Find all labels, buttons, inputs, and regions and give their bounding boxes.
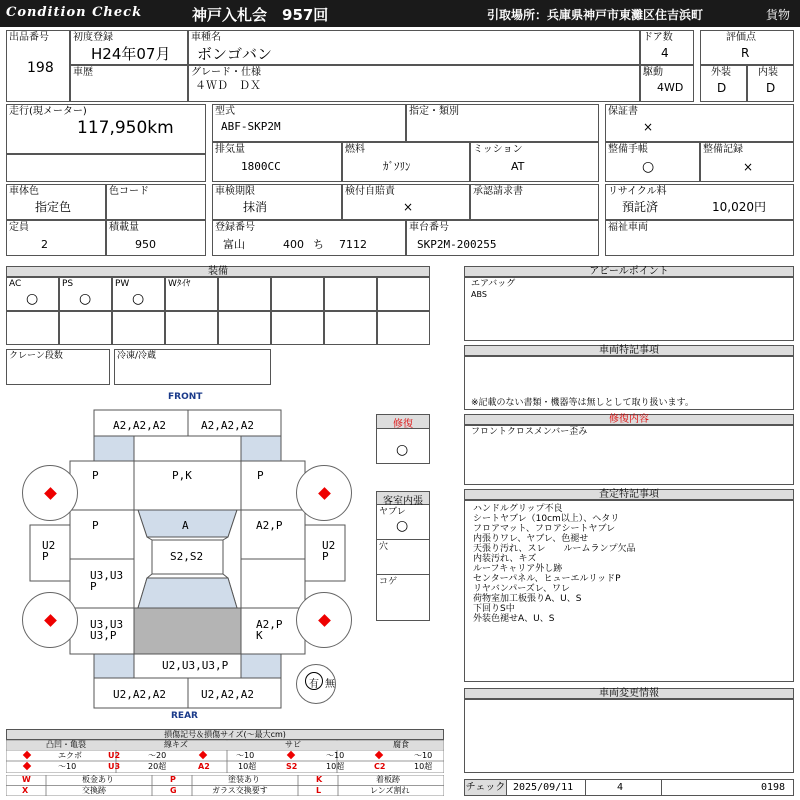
- fuel-box: [342, 142, 470, 182]
- notes-box: [464, 356, 794, 410]
- appeal-line: エアバッグ: [471, 279, 516, 289]
- chassis-value: SKP2M-200255: [417, 238, 497, 251]
- panel-door-front-right: [241, 510, 305, 559]
- welfare-box: [605, 220, 794, 256]
- interior-box: [747, 65, 794, 102]
- change-box: [464, 699, 794, 773]
- insurance-label: 検付自賠責: [345, 186, 395, 197]
- code-key: G: [170, 786, 177, 795]
- capacity-value: 2: [41, 238, 48, 251]
- check-lot: 0198: [761, 782, 786, 793]
- damage-fender-right: P: [257, 469, 264, 482]
- mileage-value: 117,950km: [77, 118, 174, 138]
- recycle-fee: 10,020円: [712, 200, 766, 214]
- fuel-label: 燃料: [345, 144, 365, 155]
- equip-mark-ps: ○: [79, 291, 92, 307]
- legend-size: 〜10: [236, 751, 255, 760]
- approval-box: [470, 184, 599, 220]
- score-label: 評価点: [726, 32, 756, 43]
- equip-mark-pw: ○: [132, 291, 145, 307]
- load-label: 積載量: [109, 222, 139, 233]
- equip-cell: [271, 277, 324, 311]
- inspect-line: 天張り汚れ、スレ ルームランプ欠品: [473, 544, 636, 554]
- freezer-label: 冷凍/冷蔵: [117, 351, 157, 361]
- panel-cargo: [134, 608, 241, 654]
- legend-code: C2: [374, 762, 386, 771]
- inspection-box: [212, 184, 342, 220]
- approval-label: 承認請求書: [473, 186, 523, 197]
- equip-cell: [218, 311, 271, 345]
- code-desc: ガラス交換要す: [212, 786, 268, 795]
- drive-value: 4WD: [657, 81, 684, 94]
- model-value: ABF-SKP2M: [221, 120, 281, 133]
- equipment-title: 装備: [6, 266, 430, 277]
- equip-cell: [324, 277, 377, 311]
- designation-box: [406, 104, 599, 142]
- equip-cell: [218, 277, 271, 311]
- plate-area: 富山: [223, 238, 245, 251]
- check-date: 2025/09/11: [513, 782, 574, 793]
- cabin-tear-mark: ○: [396, 518, 409, 534]
- equip-label-pw: PW: [115, 279, 130, 289]
- exterior-value: D: [717, 81, 727, 95]
- inspect-title: 査定特記事項: [464, 489, 794, 500]
- drive-box: [640, 65, 694, 102]
- wheel-marker-icon: [318, 614, 331, 627]
- logo: Condition Check: [6, 5, 143, 20]
- repair-label: 修復: [377, 415, 429, 429]
- legend-code: S2: [286, 762, 298, 771]
- chassis-label: 車台番号: [409, 222, 449, 233]
- legend-group-name: サビ: [285, 740, 301, 749]
- panel-fender-left: [70, 461, 134, 510]
- repair-mark: ○: [396, 442, 409, 458]
- recycle-label: リサイクル料: [608, 186, 667, 197]
- damage-fender-left: P: [92, 469, 99, 482]
- legend-group-name: 凸凹・亀裂: [46, 740, 86, 749]
- check-label: チェック: [465, 782, 506, 793]
- pickup-location: 引取場所：兵庫県神戸市東灘区住吉浜町: [487, 8, 704, 22]
- mission-box: [470, 142, 599, 182]
- legend-size: 〜10: [326, 751, 345, 760]
- equip-cell-pw: [112, 277, 165, 311]
- crane-label: クレーン段数: [9, 351, 63, 361]
- damage-door-front-left: P: [92, 519, 99, 532]
- warranty-box: [605, 104, 794, 142]
- code-desc: レンズ割れ: [370, 786, 410, 795]
- damage-rear-left: U2,A2,A2: [113, 688, 166, 701]
- first-reg-label: 初度登録: [73, 32, 113, 43]
- damage-door-front-right: A2,P: [256, 519, 283, 532]
- code-key: P: [170, 775, 176, 784]
- spec-blank-box: [6, 154, 206, 182]
- cabin-divider: [377, 539, 429, 540]
- warranty-label: 保証書: [608, 106, 638, 117]
- color-label: 車体色: [9, 186, 39, 197]
- legend-size: 10超: [414, 762, 433, 771]
- equip-label-ac: AC: [9, 279, 22, 289]
- inspect-line: 下回りS中: [473, 604, 515, 614]
- change-title: 車両変更情報: [464, 688, 794, 699]
- check-row: [464, 779, 794, 796]
- plate-kana: ち: [313, 238, 324, 251]
- first-reg-value: H24年07月: [91, 45, 171, 63]
- equip-label-wtire: Wﾀｲﾔ: [168, 279, 191, 289]
- load-box: [106, 220, 206, 256]
- repair-detail-box: [464, 425, 794, 485]
- plate-number: 7112: [339, 238, 367, 251]
- legend-code: U3: [108, 762, 121, 771]
- cabin-box: [376, 491, 430, 621]
- code-key: W: [22, 775, 31, 784]
- equip-mark-ac: ○: [26, 291, 39, 307]
- damage-roof: S2,S2: [170, 550, 204, 563]
- inspect-line: 内張りワレ、ヤブレ、色褪せ: [473, 534, 589, 544]
- chassis-box: [406, 220, 599, 256]
- spare-yes: 有: [309, 679, 319, 690]
- appeal-line: ABS: [471, 290, 487, 299]
- doors-box: [640, 30, 694, 65]
- mileage-box: [6, 104, 206, 154]
- damage-hood: P,K: [172, 469, 192, 482]
- warranty-value: ×: [643, 120, 654, 134]
- cabin-burn-label: コゲ: [379, 577, 398, 587]
- color-box: [6, 184, 106, 220]
- inspect-line: 荷物室加工板張りA、U、S: [473, 594, 582, 604]
- wheel-rear-left: [22, 592, 78, 648]
- color-value: 指定色: [35, 200, 72, 214]
- model-box: [212, 104, 406, 142]
- equip-cell: [377, 277, 430, 311]
- plate-label: 登録番号: [215, 222, 255, 233]
- legend-size: 10超: [238, 762, 257, 771]
- inspect-line: シートヤブレ（10cm以上）、ヘタリ: [473, 514, 620, 524]
- displacement-box: [212, 142, 342, 182]
- damage-quarter-left: U3,U3 U3,P: [90, 618, 124, 642]
- code-desc: 交換跡: [82, 786, 106, 795]
- equip-cell-wtire: [165, 277, 218, 311]
- legend-size: 〜20: [148, 751, 167, 760]
- record-value: ×: [743, 160, 754, 174]
- panel-hood-shade-right: [241, 436, 281, 461]
- rear-label: REAR: [171, 711, 198, 721]
- record-box: [700, 142, 794, 182]
- exterior-label: 外装: [711, 67, 731, 78]
- damage-door-rear-left: U3,U3 P: [90, 569, 124, 593]
- panel-hood-shade-left: [94, 436, 134, 461]
- lot-box: [6, 30, 70, 102]
- recycle-box: [605, 184, 794, 220]
- legend-size: 〜10: [414, 751, 433, 760]
- load-value: 950: [135, 238, 156, 251]
- panel-rear-window: [138, 578, 237, 608]
- doors-value: 4: [661, 46, 669, 60]
- check-num: 4: [617, 782, 624, 793]
- record-label: 整備記録: [703, 144, 743, 155]
- fuel-value: ｶﾞｿﾘﾝ: [383, 160, 411, 173]
- grade-box: [188, 65, 640, 102]
- legend-code: U2: [108, 751, 121, 760]
- repair-box: [376, 414, 430, 464]
- equip-cell-ps: [59, 277, 112, 311]
- damage-side-right: U2 P: [322, 539, 336, 563]
- damage-front-left: A2,A2,A2: [113, 419, 166, 432]
- mission-label: ミッション: [473, 144, 523, 155]
- repair-detail-title: 修復内容: [464, 414, 794, 425]
- legend-code: A2: [198, 762, 210, 771]
- history-box: [70, 65, 188, 102]
- damage-windshield: A: [182, 519, 189, 532]
- lot-label: 出品番号: [9, 32, 49, 43]
- legend-group-name: 腐食: [393, 740, 409, 749]
- legend-title: 損傷記号＆損傷サイズ(〜最大cm): [6, 729, 444, 740]
- car-name-box: [188, 30, 640, 65]
- drive-label: 駆動: [643, 67, 663, 78]
- code-key: L: [316, 786, 322, 795]
- code-key: K: [316, 775, 323, 784]
- designation-label: 指定・類別: [409, 106, 459, 117]
- car-name-label: 車種名: [191, 32, 221, 43]
- inspect-line: ルーフキャリア外し跡: [473, 564, 563, 574]
- doors-label: ドア数: [643, 32, 673, 43]
- inspection-value: 抹消: [243, 200, 268, 214]
- spare-none: 無: [325, 679, 335, 690]
- equip-label-ps: PS: [62, 279, 74, 289]
- legend-group-name: 線キズ: [164, 740, 188, 749]
- code-desc: 塗装あり: [228, 775, 260, 784]
- score-value: R: [741, 46, 750, 60]
- lot-number: 198: [27, 60, 54, 76]
- displacement-value: 1800CC: [241, 160, 281, 173]
- wheel-marker-icon: [318, 487, 331, 500]
- panel-rear-shade-left: [94, 654, 134, 678]
- inspect-line: ハンドルグリップ不良: [473, 504, 563, 514]
- panel-door-front-left: [70, 510, 134, 559]
- wheel-front-right: [296, 465, 352, 521]
- freezer-box: [114, 349, 271, 385]
- color-code-label: 色コード: [109, 186, 149, 197]
- auction-title: 神戸入札会 957回: [192, 6, 329, 24]
- interior-label: 内装: [758, 67, 778, 78]
- check-divider: [661, 780, 662, 795]
- damage-side-left: U2 P: [42, 539, 56, 563]
- code-key: X: [22, 786, 29, 795]
- panel-rear-shade-right: [241, 654, 281, 678]
- interior-value: D: [766, 81, 776, 95]
- welfare-label: 福祉車両: [608, 222, 648, 233]
- category: 貨物: [766, 8, 791, 22]
- appeal-box: [464, 277, 794, 341]
- first-reg-box: [70, 30, 188, 65]
- equip-cell-ac: [6, 277, 59, 311]
- equip-cell: [59, 311, 112, 345]
- plate-box: [212, 220, 406, 256]
- mileage-label: 走行(現メーター): [9, 106, 87, 117]
- legend-size: 〜10: [58, 762, 77, 771]
- grade-label: グレード・仕様: [191, 67, 261, 78]
- notes-text: ※記載のない書類・機器等は無しとして取り扱います。: [471, 398, 694, 408]
- manual-value: ○: [642, 159, 655, 175]
- front-label: FRONT: [168, 392, 203, 402]
- check-divider: [585, 780, 586, 795]
- capacity-label: 定員: [9, 222, 29, 233]
- inspect-line: リヤバンパーズレ、ワレ: [473, 584, 571, 594]
- damage-rear-gate: U2,U3,U3,P: [162, 659, 229, 672]
- mission-value: AT: [511, 160, 525, 173]
- wheel-marker-icon: [44, 487, 57, 500]
- exterior-box: [700, 65, 747, 102]
- score-box: [700, 30, 794, 65]
- inspection-label: 車検期限: [215, 186, 255, 197]
- history-label: 車歴: [73, 67, 93, 78]
- inspect-box: [464, 500, 794, 682]
- manual-label: 整備手帳: [608, 144, 648, 155]
- damage-quarter-right: A2,P K: [256, 618, 283, 642]
- appeal-title: アピールポイント: [464, 266, 794, 277]
- cabin-divider: [377, 574, 429, 575]
- code-desc: 板金あり: [82, 775, 114, 784]
- displacement-label: 排気量: [215, 144, 245, 155]
- inspect-line: 外装色褪せA、U、S: [473, 614, 555, 624]
- equip-cell: [165, 311, 218, 345]
- legend-size: 20超: [148, 762, 167, 771]
- wheel-rear-right: [296, 592, 352, 648]
- cabin-label: 客室内張: [377, 492, 429, 505]
- cabin-hole-label: 穴: [379, 542, 389, 552]
- equip-cell: [271, 311, 324, 345]
- model-label: 型式: [215, 106, 235, 117]
- equip-cell: [6, 311, 59, 345]
- damage-front-right: A2,A2,A2: [201, 419, 254, 432]
- wheel-marker-icon: [44, 614, 57, 627]
- crane-box: [6, 349, 110, 385]
- wheel-front-left: [22, 465, 78, 521]
- legend-size: 10超: [326, 762, 345, 771]
- damage-rear-right: U2,A2,A2: [201, 688, 254, 701]
- color-code-box: [106, 184, 206, 220]
- cabin-tear-label: ヤブレ: [379, 507, 406, 517]
- notes-title: 車両特記事項: [464, 345, 794, 356]
- inspect-line: フロアマット、フロアシートヤブレ: [473, 524, 616, 534]
- manual-box: [605, 142, 700, 182]
- equip-cell: [112, 311, 165, 345]
- recycle-status: 預託済: [622, 200, 659, 214]
- grade-value: ４ＷＤ ＤＸ: [195, 79, 261, 92]
- equip-cell: [377, 311, 430, 345]
- plate-class: 400: [283, 238, 304, 251]
- insurance-box: [342, 184, 470, 220]
- panel-door-rear-right: [241, 559, 305, 608]
- inspect-line: 内装汚れ、キズ: [473, 554, 537, 564]
- insurance-value: ×: [403, 200, 414, 214]
- inspect-line: センターパネル、ヒューエルリッドP: [473, 574, 621, 584]
- code-desc: 着板跡: [376, 775, 400, 784]
- equip-cell: [324, 311, 377, 345]
- panel-fender-right: [241, 461, 305, 510]
- car-name-value: ボンゴバン: [197, 45, 273, 63]
- legend-size: エクボ: [58, 751, 82, 760]
- repair-detail-line: フロントクロスメンバー歪み: [471, 427, 588, 437]
- capacity-box: [6, 220, 106, 256]
